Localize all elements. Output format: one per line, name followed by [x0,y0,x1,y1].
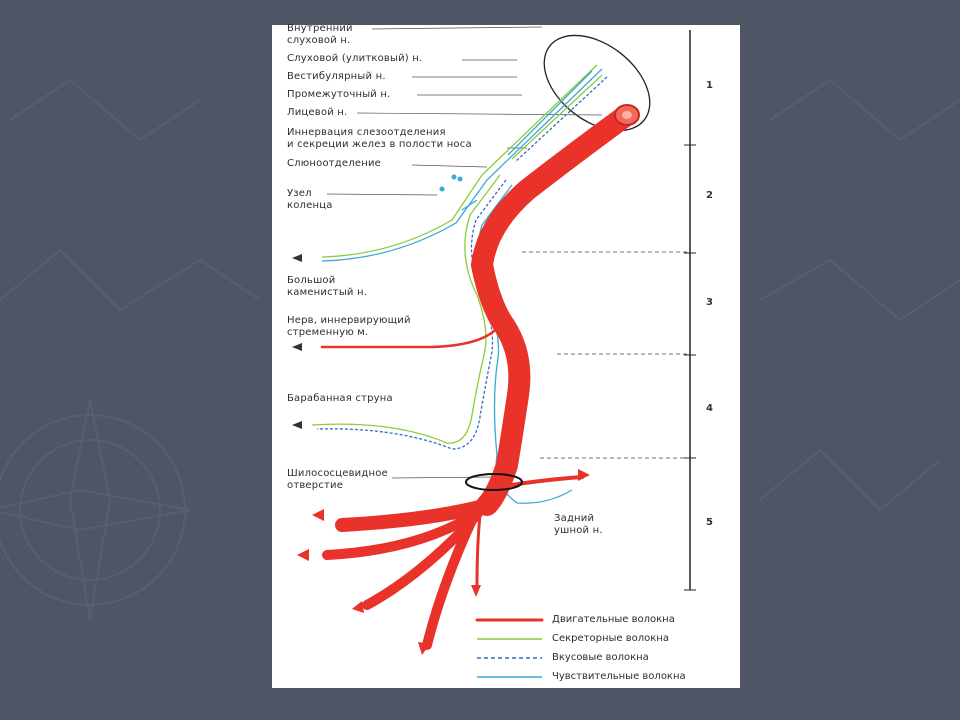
legend-sensory-fibers: Чувствительные волокна [552,671,686,682]
facial-nerve-diagram [272,25,740,688]
segment-number-2: 2 [706,190,713,201]
label-vestibular-nerve: Вестибулярный н. [287,71,386,82]
diagram-panel [272,25,740,688]
label-greater-petrosal-nerve: Большой каменистый н. [287,275,368,298]
legend-motor-fibers: Двигательные волокна [552,614,675,625]
label-internal-auditory-nerve: Внутренний слуховой н. [287,23,353,46]
label-salivation: Слюноотделение [287,158,381,169]
segment-number-5: 5 [706,517,713,528]
label-stylomastoid-foramen: Шилососцевидное отверстие [287,468,388,491]
label-stapedius-nerve: Нерв, иннервирующий стременную м. [287,315,411,338]
label-lacrimal-innervation: Иннервация слезоотделения и секреции желез в полости носа [287,127,472,150]
segment-number-4: 4 [706,403,713,414]
label-chorda-tympani: Барабанная струна [287,393,393,404]
label-intermediate-nerve: Промежуточный н. [287,89,391,100]
legend-taste-fibers: Вкусовые волокна [552,652,649,663]
segment-number-1: 1 [706,80,713,91]
label-posterior-auricular-nerve: Задний ушной н. [554,513,603,536]
label-facial-nerve: Лицевой н. [287,107,348,118]
label-cochlear-nerve: Слуховой (улитковый) н. [287,53,423,64]
legend-secretory-fibers: Секреторные волокна [552,633,669,644]
segment-number-3: 3 [706,297,713,308]
label-geniculate-ganglion: Узел коленца [287,188,333,211]
